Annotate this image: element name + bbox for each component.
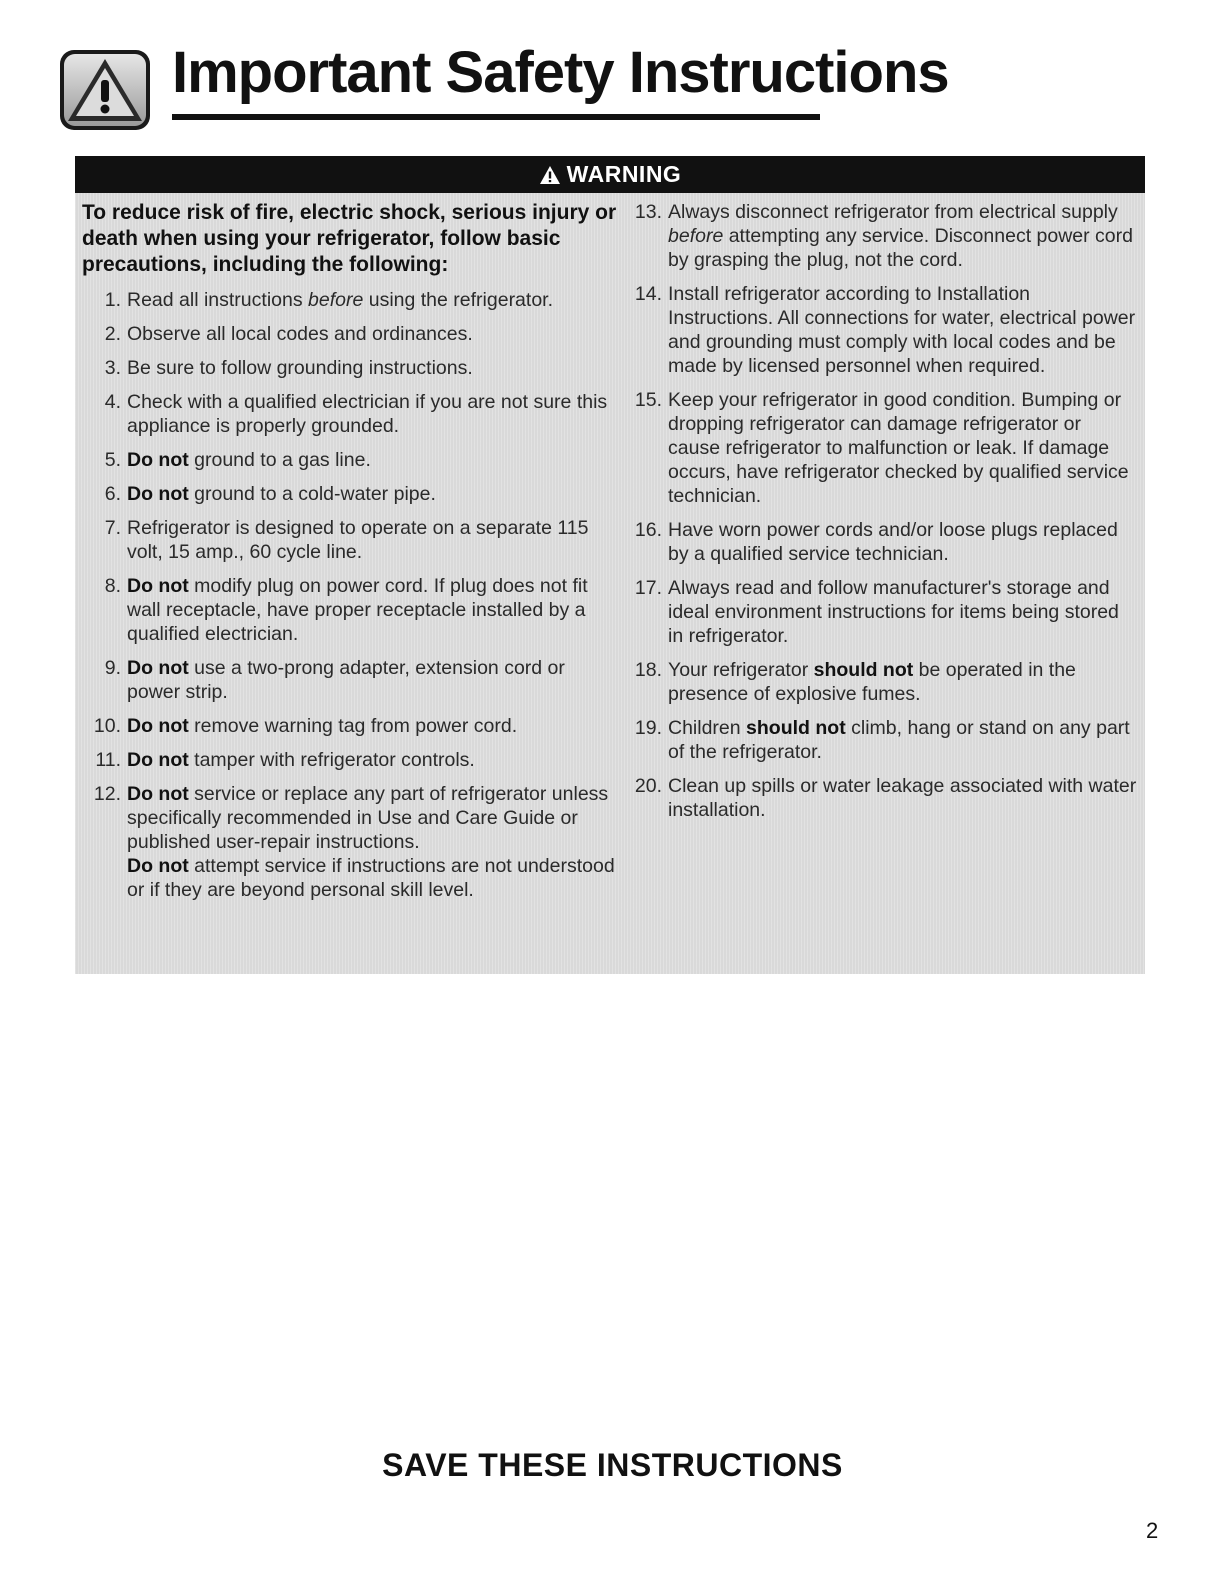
item-text: tamper with refrigerator controls. bbox=[188, 749, 475, 771]
item-text: use a two-prong adapter, extension cord or power strip. bbox=[127, 657, 565, 703]
list-item bbox=[82, 574, 622, 646]
list-item bbox=[82, 322, 622, 346]
item-number: 5. bbox=[104, 449, 121, 471]
item-text: Children bbox=[668, 717, 747, 739]
item-number: 15. bbox=[634, 389, 662, 411]
item-bold: should not bbox=[746, 717, 846, 739]
warning-heading: WARNING bbox=[566, 161, 682, 187]
item-text: modify plug on power cord. If plug does not fit wall receptacle, have proper receptacle installed by a qualified electrician. bbox=[127, 575, 588, 645]
item-bold: Do not bbox=[127, 483, 189, 505]
item-bold: Do not bbox=[127, 749, 189, 771]
item-number: 19. bbox=[634, 717, 662, 739]
item-text: Always read and follow manufacturer's storage and ideal environment instructions for items being stored in refrigerator. bbox=[668, 577, 1119, 647]
list-item bbox=[82, 356, 622, 380]
list-item bbox=[623, 282, 1138, 378]
item-number: 18. bbox=[634, 659, 662, 681]
page-header bbox=[60, 40, 949, 130]
page-number: 2 bbox=[1146, 1518, 1159, 1543]
item-text: Always disconnect refrigerator from electrical supply bbox=[668, 201, 1118, 223]
page-title: Important Safety Instructions bbox=[172, 40, 949, 105]
list-item bbox=[623, 518, 1138, 566]
item-text: ground to a gas line. bbox=[188, 449, 371, 471]
item-text: Refrigerator is designed to operate on a separate 115 volt, 15 amp., 60 cycle line. bbox=[127, 517, 589, 563]
item-number: 12. bbox=[93, 783, 121, 805]
item-emphasis: before bbox=[668, 225, 724, 247]
warning-column-right bbox=[623, 200, 1138, 832]
item-text: Observe all local codes and ordinances. bbox=[127, 323, 473, 345]
item-text: Your refrigerator bbox=[668, 659, 814, 681]
item-text: ground to a cold-water pipe. bbox=[188, 483, 436, 505]
item-number: 13. bbox=[634, 201, 662, 223]
list-item bbox=[82, 448, 622, 472]
list-item bbox=[82, 288, 622, 312]
item-text: be operated in the presence of explosive fumes. bbox=[668, 659, 1076, 705]
save-instructions-heading: SAVE THESE INSTRUCTIONS bbox=[382, 1447, 843, 1483]
list-item bbox=[82, 714, 622, 738]
list-item bbox=[623, 716, 1138, 764]
item-text: Have worn power cords and/or loose plugs replaced by a qualified service technician. bbox=[668, 519, 1118, 565]
item-number: 4. bbox=[104, 391, 121, 413]
warning-banner bbox=[75, 156, 1145, 193]
item-emphasis: before bbox=[308, 289, 364, 311]
item-text: climb, hang or stand on any part of the refrigerator. bbox=[668, 717, 1130, 763]
warning-box bbox=[75, 156, 1145, 974]
list-item bbox=[623, 576, 1138, 648]
item-bold: Do not bbox=[127, 657, 189, 679]
list-item bbox=[82, 782, 622, 902]
item-number: 9. bbox=[104, 657, 121, 679]
item-number: 10. bbox=[93, 715, 121, 737]
precautions-list-left bbox=[82, 288, 622, 902]
list-item bbox=[623, 200, 1138, 272]
list-item bbox=[82, 748, 622, 772]
list-item bbox=[82, 482, 622, 506]
item-text: service or replace any part of refrigerator unless specifically recommended in Use and Care Guide or published user-repair instructions. bbox=[127, 783, 609, 853]
item-text: attempt service if instructions are not understood or if they are beyond personal skill level. bbox=[127, 855, 615, 901]
item-number: 14. bbox=[634, 283, 662, 305]
item-number: 17. bbox=[634, 577, 662, 599]
title-underline bbox=[172, 114, 820, 120]
item-number: 16. bbox=[634, 519, 662, 541]
item-text: Keep your refrigerator in good condition. Bumping or dropping refrigerator can damage refrigerator or cause refrigerator to malfunction or leak. If damage occurs, have refrigerator checked by qualified service technician. bbox=[668, 389, 1129, 507]
item-number: 7. bbox=[104, 517, 121, 539]
item-text: Install refrigerator according to Installation Instructions. All connections for water, electrical power and grounding must comply with local codes and be made by licensed personnel when required. bbox=[668, 283, 1136, 377]
item-text: using the refrigerator. bbox=[363, 289, 553, 311]
item-number: 1. bbox=[104, 289, 121, 311]
item-subline bbox=[127, 854, 622, 902]
warning-triangle-icon bbox=[60, 50, 150, 130]
list-item bbox=[623, 774, 1138, 822]
list-item bbox=[623, 388, 1138, 508]
item-text: Read all instructions bbox=[127, 289, 309, 311]
item-bold: Do not bbox=[127, 783, 189, 805]
item-number: 2. bbox=[104, 323, 121, 345]
item-text: remove warning tag from power cord. bbox=[188, 715, 518, 737]
list-item bbox=[82, 516, 622, 564]
item-text: attempting any service. Disconnect power cord by grasping the plug, not the cord. bbox=[668, 225, 1133, 271]
item-bold: should not bbox=[813, 659, 914, 681]
item-number: 3. bbox=[104, 357, 121, 379]
item-bold: Do not bbox=[127, 715, 189, 737]
item-bold: Do not bbox=[127, 575, 189, 597]
item-number: 20. bbox=[634, 775, 662, 797]
list-item bbox=[82, 390, 622, 438]
warning-intro: To reduce risk of fire, electric shock, serious injury or death when using your refrigerator, follow basic precautions, including the following: bbox=[82, 201, 617, 276]
item-bold: Do not bbox=[127, 855, 189, 877]
item-text: Check with a qualified electrician if you are not sure this appliance is properly grounded. bbox=[127, 391, 608, 437]
list-item bbox=[623, 658, 1138, 706]
warning-column-left bbox=[82, 200, 622, 912]
item-bold: Do not bbox=[127, 449, 189, 471]
item-text: Be sure to follow grounding instructions. bbox=[127, 357, 473, 379]
alert-triangle-icon bbox=[539, 165, 561, 185]
item-number: 6. bbox=[104, 483, 121, 505]
item-number: 11. bbox=[95, 749, 121, 771]
list-item bbox=[82, 656, 622, 704]
precautions-list-right bbox=[623, 200, 1138, 822]
item-text: Clean up spills or water leakage associated with water installation. bbox=[668, 775, 1137, 821]
item-number: 8. bbox=[104, 575, 121, 597]
